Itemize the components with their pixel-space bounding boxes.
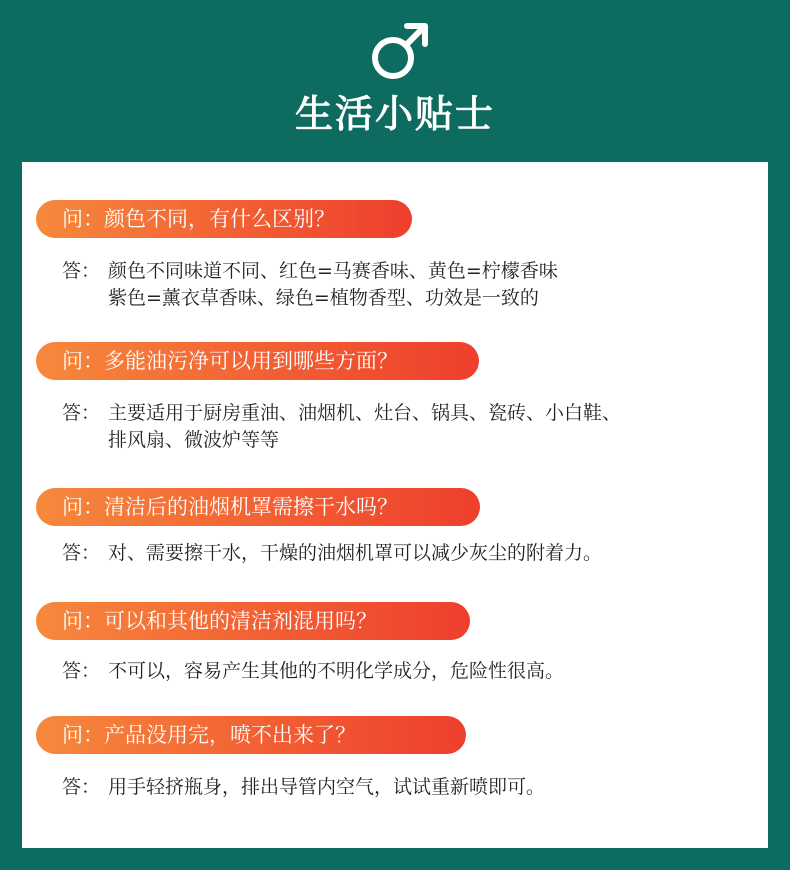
- page-title: 生活小贴士: [294, 92, 495, 136]
- answer-line: 排风扇、微波炉等等: [108, 429, 280, 451]
- faq-panel: [22, 162, 768, 848]
- answer-line: 主要适用于厨房重油、油烟机、灶台、锅具、瓷砖、小白鞋、: [108, 402, 622, 424]
- answer-line: 用手轻挤瓶身，排出导管内空气，试试重新喷即可。: [108, 776, 546, 798]
- question-pill: 问：多能油污净可以用到哪些方面？: [36, 342, 479, 380]
- question-pill: 问：颜色不同，有什么区别？: [36, 200, 412, 238]
- question-pill: 问：产品没用完，喷不出来了？: [36, 716, 466, 754]
- answer-prefix: 答：: [62, 260, 101, 282]
- male-symbol-icon: [363, 14, 435, 86]
- answer-prefix: 答：: [62, 542, 101, 564]
- header: [0, 0, 790, 162]
- answer-line: 对、需要擦干水，干燥的油烟机罩可以减少灰尘的附着力。: [108, 542, 603, 564]
- answer-prefix: 答：: [62, 776, 101, 798]
- answer-line: 紫色=薰衣草香味、绿色=植物香型、功效是一致的: [108, 287, 539, 309]
- answer-line: 不可以，容易产生其他的不明化学成分，危险性很高。: [108, 660, 565, 682]
- answer-line: 颜色不同味道不同、红色=马赛香味、黄色=柠檬香味: [108, 260, 558, 282]
- answer-prefix: 答：: [62, 660, 101, 682]
- answer-prefix: 答：: [62, 402, 101, 424]
- question-pill: 问：清洁后的油烟机罩需擦干水吗？: [36, 488, 480, 526]
- question-pill: 问：可以和其他的清洁剂混用吗？: [36, 602, 470, 640]
